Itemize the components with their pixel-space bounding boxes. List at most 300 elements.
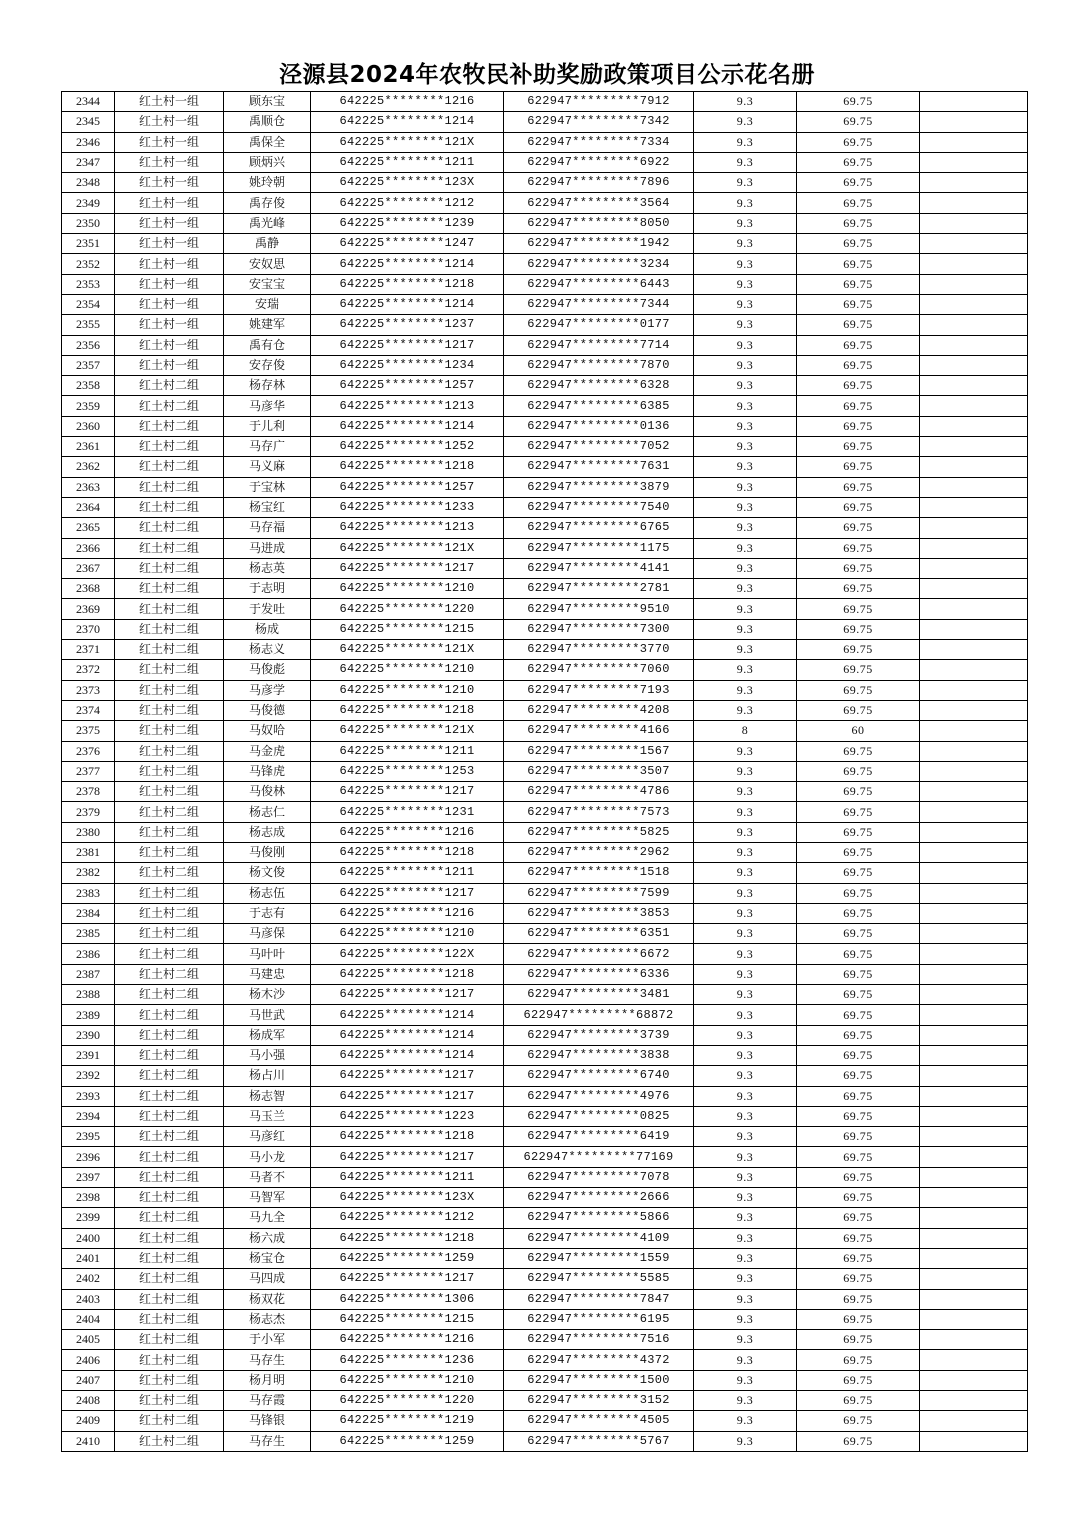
remark-cell (920, 132, 1028, 152)
name-cell: 杨木沙 (224, 985, 311, 1005)
id-number-cell: 642225********1210 (311, 579, 504, 599)
table-row (62, 92, 1028, 112)
area-cell: 9.3 (694, 1309, 797, 1329)
remark-cell (920, 802, 1028, 822)
table-row (62, 863, 1028, 883)
bank-account-cell: 622947*********1567 (504, 741, 694, 761)
amount-cell: 69.75 (797, 538, 920, 558)
area-cell: 9.3 (694, 173, 797, 193)
village-group-cell: 红土村二组 (115, 457, 224, 477)
name-cell: 杨志义 (224, 640, 311, 660)
bank-account-cell: 622947*********7599 (504, 883, 694, 903)
remark-cell (920, 477, 1028, 497)
serial-number-cell: 2394 (62, 1106, 115, 1126)
name-cell: 马建忠 (224, 964, 311, 984)
id-number-cell: 642225********1234 (311, 355, 504, 375)
id-number-cell: 642225********1214 (311, 1045, 504, 1065)
table-row (62, 640, 1028, 660)
id-number-cell: 642225********121X (311, 640, 504, 660)
amount-cell: 69.75 (797, 112, 920, 132)
village-group-cell: 红土村二组 (115, 1025, 224, 1045)
bank-account-cell: 622947*********3879 (504, 477, 694, 497)
name-cell: 安存俊 (224, 355, 311, 375)
name-cell: 安奴思 (224, 254, 311, 274)
village-group-cell: 红土村二组 (115, 741, 224, 761)
id-number-cell: 642225********1216 (311, 1330, 504, 1350)
page-title: 泾源县2024年农牧民补助奖励政策项目公示花名册 (278, 62, 815, 88)
amount-cell: 69.75 (797, 1086, 920, 1106)
table-row (62, 822, 1028, 842)
area-cell: 9.3 (694, 538, 797, 558)
serial-number-cell: 2404 (62, 1309, 115, 1329)
area-cell: 9.3 (694, 579, 797, 599)
table-row (62, 1106, 1028, 1126)
remark-cell (920, 558, 1028, 578)
bank-account-cell: 622947*********6385 (504, 396, 694, 416)
name-cell: 杨占川 (224, 1066, 311, 1086)
amount-cell: 69.75 (797, 1370, 920, 1390)
name-cell: 马俊德 (224, 700, 311, 720)
remark-cell (920, 335, 1028, 355)
amount-cell: 69.75 (797, 822, 920, 842)
village-group-cell: 红土村二组 (115, 599, 224, 619)
name-cell: 禹光峰 (224, 213, 311, 233)
id-number-cell: 642225********121X (311, 538, 504, 558)
village-group-cell: 红土村二组 (115, 1228, 224, 1248)
remark-cell (920, 457, 1028, 477)
bank-account-cell: 622947*********3481 (504, 985, 694, 1005)
amount-cell: 69.75 (797, 152, 920, 172)
area-cell: 9.3 (694, 640, 797, 660)
id-number-cell: 642225********1217 (311, 335, 504, 355)
area-cell: 9.3 (694, 964, 797, 984)
area-cell: 9.3 (694, 1025, 797, 1045)
name-cell: 马存广 (224, 437, 311, 457)
area-cell: 9.3 (694, 1269, 797, 1289)
village-group-cell: 红土村二组 (115, 640, 224, 660)
amount-cell: 69.75 (797, 173, 920, 193)
id-number-cell: 642225********1211 (311, 1167, 504, 1187)
serial-number-cell: 2368 (62, 579, 115, 599)
name-cell: 马九全 (224, 1208, 311, 1228)
id-number-cell: 642225********1215 (311, 619, 504, 639)
remark-cell (920, 1391, 1028, 1411)
amount-cell: 69.75 (797, 132, 920, 152)
id-number-cell: 642225********1217 (311, 782, 504, 802)
table-row (62, 1411, 1028, 1431)
area-cell: 9.3 (694, 1188, 797, 1208)
village-group-cell: 红土村一组 (115, 152, 224, 172)
id-number-cell: 642225********1215 (311, 1309, 504, 1329)
amount-cell: 69.75 (797, 761, 920, 781)
id-number-cell: 642225********1217 (311, 985, 504, 1005)
amount-cell: 69.75 (797, 396, 920, 416)
serial-number-cell: 2398 (62, 1188, 115, 1208)
id-number-cell: 642225********1220 (311, 1391, 504, 1411)
serial-number-cell: 2371 (62, 640, 115, 660)
serial-number-cell: 2375 (62, 721, 115, 741)
remark-cell (920, 1411, 1028, 1431)
area-cell: 9.3 (694, 761, 797, 781)
bank-account-cell: 622947*********2781 (504, 579, 694, 599)
bank-account-cell: 622947*********7078 (504, 1167, 694, 1187)
remark-cell (920, 437, 1028, 457)
area-cell: 9.3 (694, 802, 797, 822)
name-cell: 马玉兰 (224, 1106, 311, 1126)
village-group-cell: 红土村一组 (115, 173, 224, 193)
remark-cell (920, 944, 1028, 964)
remark-cell (920, 863, 1028, 883)
id-number-cell: 642225********1239 (311, 213, 504, 233)
id-number-cell: 642225********1252 (311, 437, 504, 457)
table-row (62, 802, 1028, 822)
name-cell: 禹保全 (224, 132, 311, 152)
remark-cell (920, 1228, 1028, 1248)
name-cell: 于志明 (224, 579, 311, 599)
serial-number-cell: 2360 (62, 416, 115, 436)
village-group-cell: 红土村二组 (115, 538, 224, 558)
bank-account-cell: 622947*********68872 (504, 1005, 694, 1025)
bank-account-cell: 622947*********4505 (504, 1411, 694, 1431)
village-group-cell: 红土村二组 (115, 1269, 224, 1289)
bank-account-cell: 622947*********3152 (504, 1391, 694, 1411)
amount-cell: 69.75 (797, 1106, 920, 1126)
bank-account-cell: 622947*********7300 (504, 619, 694, 639)
name-cell: 马世武 (224, 1005, 311, 1025)
id-number-cell: 642225********1214 (311, 112, 504, 132)
village-group-cell: 红土村二组 (115, 964, 224, 984)
amount-cell: 69.75 (797, 518, 920, 538)
amount-cell: 69.75 (797, 1248, 920, 1268)
bank-account-cell: 622947*********7896 (504, 173, 694, 193)
village-group-cell: 红土村一组 (115, 92, 224, 112)
serial-number-cell: 2410 (62, 1431, 115, 1451)
area-cell: 9.3 (694, 660, 797, 680)
remark-cell (920, 660, 1028, 680)
area-cell: 9.3 (694, 619, 797, 639)
village-group-cell: 红土村二组 (115, 579, 224, 599)
bank-account-cell: 622947*********1175 (504, 538, 694, 558)
remark-cell (920, 1309, 1028, 1329)
id-number-cell: 642225********1257 (311, 376, 504, 396)
area-cell: 9.3 (694, 1106, 797, 1126)
amount-cell: 69.75 (797, 1045, 920, 1065)
serial-number-cell: 2395 (62, 1127, 115, 1147)
amount-cell: 69.75 (797, 1391, 920, 1411)
id-number-cell: 642225********1219 (311, 1411, 504, 1431)
amount-cell: 69.75 (797, 254, 920, 274)
table-row (62, 579, 1028, 599)
name-cell: 马四成 (224, 1269, 311, 1289)
bank-account-cell: 622947*********6195 (504, 1309, 694, 1329)
table-row (62, 274, 1028, 294)
table-row (62, 213, 1028, 233)
amount-cell: 69.75 (797, 964, 920, 984)
amount-cell: 69.75 (797, 558, 920, 578)
table-row (62, 335, 1028, 355)
serial-number-cell: 2407 (62, 1370, 115, 1390)
remark-cell (920, 193, 1028, 213)
amount-cell: 69.75 (797, 1127, 920, 1147)
bank-account-cell: 622947*********6922 (504, 152, 694, 172)
serial-number-cell: 2345 (62, 112, 115, 132)
name-cell: 马存霞 (224, 1391, 311, 1411)
id-number-cell: 642225********1214 (311, 1005, 504, 1025)
name-cell: 于宝林 (224, 477, 311, 497)
area-cell: 9.3 (694, 1431, 797, 1451)
bank-account-cell: 622947*********7193 (504, 680, 694, 700)
remark-cell (920, 700, 1028, 720)
serial-number-cell: 2373 (62, 680, 115, 700)
id-number-cell: 642225********121X (311, 132, 504, 152)
area-cell: 9.3 (694, 822, 797, 842)
area-cell: 9.3 (694, 518, 797, 538)
remark-cell (920, 1269, 1028, 1289)
name-cell: 杨宝仓 (224, 1248, 311, 1268)
serial-number-cell: 2354 (62, 294, 115, 314)
area-cell: 9.3 (694, 863, 797, 883)
bank-account-cell: 622947*********5585 (504, 1269, 694, 1289)
id-number-cell: 642225********123X (311, 1188, 504, 1208)
id-number-cell: 642225********1214 (311, 1025, 504, 1045)
roster-table (61, 91, 1028, 1452)
remark-cell (920, 1248, 1028, 1268)
area-cell: 9.3 (694, 842, 797, 862)
area-cell: 9.3 (694, 599, 797, 619)
area-cell: 9.3 (694, 437, 797, 457)
name-cell: 杨双花 (224, 1289, 311, 1309)
serial-number-cell: 2378 (62, 782, 115, 802)
village-group-cell: 红土村二组 (115, 1309, 224, 1329)
amount-cell: 60 (797, 721, 920, 741)
serial-number-cell: 2347 (62, 152, 115, 172)
area-cell: 9.3 (694, 1411, 797, 1431)
id-number-cell: 642225********1257 (311, 477, 504, 497)
area-cell: 9.3 (694, 1370, 797, 1390)
area-cell: 9.3 (694, 92, 797, 112)
area-cell: 9.3 (694, 193, 797, 213)
table-row (62, 700, 1028, 720)
village-group-cell: 红土村二组 (115, 822, 224, 842)
bank-account-cell: 622947*********6740 (504, 1066, 694, 1086)
table-row (62, 619, 1028, 639)
id-number-cell: 642225********1216 (311, 92, 504, 112)
remark-cell (920, 1147, 1028, 1167)
table-row (62, 1188, 1028, 1208)
area-cell: 9.3 (694, 254, 797, 274)
name-cell: 杨六成 (224, 1228, 311, 1248)
id-number-cell: 642225********1217 (311, 558, 504, 578)
remark-cell (920, 640, 1028, 660)
id-number-cell: 642225********1218 (311, 1127, 504, 1147)
name-cell: 禹顺仓 (224, 112, 311, 132)
remark-cell (920, 234, 1028, 254)
remark-cell (920, 782, 1028, 802)
amount-cell: 69.75 (797, 883, 920, 903)
table-row (62, 1208, 1028, 1228)
id-number-cell: 642225********1211 (311, 152, 504, 172)
name-cell: 马锋虎 (224, 761, 311, 781)
id-number-cell: 642225********1214 (311, 416, 504, 436)
serial-number-cell: 2400 (62, 1228, 115, 1248)
bank-account-cell: 622947*********7344 (504, 294, 694, 314)
id-number-cell: 642225********1210 (311, 924, 504, 944)
amount-cell: 69.75 (797, 944, 920, 964)
bank-account-cell: 622947*********2666 (504, 1188, 694, 1208)
area-cell: 9.3 (694, 497, 797, 517)
serial-number-cell: 2397 (62, 1167, 115, 1187)
id-number-cell: 642225********1220 (311, 599, 504, 619)
serial-number-cell: 2399 (62, 1208, 115, 1228)
amount-cell: 69.75 (797, 863, 920, 883)
remark-cell (920, 822, 1028, 842)
area-cell: 8 (694, 721, 797, 741)
village-group-cell: 红土村一组 (115, 335, 224, 355)
village-group-cell: 红土村二组 (115, 863, 224, 883)
serial-number-cell: 2359 (62, 396, 115, 416)
serial-number-cell: 2376 (62, 741, 115, 761)
serial-number-cell: 2350 (62, 213, 115, 233)
id-number-cell: 642225********1212 (311, 1208, 504, 1228)
remark-cell (920, 274, 1028, 294)
amount-cell: 69.75 (797, 1005, 920, 1025)
bank-account-cell: 622947*********6419 (504, 1127, 694, 1147)
name-cell: 禹静 (224, 234, 311, 254)
amount-cell: 69.75 (797, 924, 920, 944)
table-row (62, 1025, 1028, 1045)
table-row (62, 1370, 1028, 1390)
serial-number-cell: 2362 (62, 457, 115, 477)
table-row (62, 1086, 1028, 1106)
village-group-cell: 红土村二组 (115, 1045, 224, 1065)
amount-cell: 69.75 (797, 842, 920, 862)
serial-number-cell: 2344 (62, 92, 115, 112)
name-cell: 马彦红 (224, 1127, 311, 1147)
remark-cell (920, 538, 1028, 558)
area-cell: 9.3 (694, 213, 797, 233)
remark-cell (920, 173, 1028, 193)
amount-cell: 69.75 (797, 92, 920, 112)
table-row (62, 173, 1028, 193)
remark-cell (920, 619, 1028, 639)
id-number-cell: 642225********1259 (311, 1431, 504, 1451)
id-number-cell: 642225********1210 (311, 680, 504, 700)
serial-number-cell: 2382 (62, 863, 115, 883)
area-cell: 9.3 (694, 477, 797, 497)
amount-cell: 69.75 (797, 477, 920, 497)
bank-account-cell: 622947*********0177 (504, 315, 694, 335)
bank-account-cell: 622947*********7052 (504, 437, 694, 457)
amount-cell: 69.75 (797, 1350, 920, 1370)
amount-cell: 69.75 (797, 294, 920, 314)
bank-account-cell: 622947*********7342 (504, 112, 694, 132)
table-row (62, 1167, 1028, 1187)
name-cell: 马奴哈 (224, 721, 311, 741)
name-cell: 杨志伍 (224, 883, 311, 903)
table-row (62, 1127, 1028, 1147)
name-cell: 杨志成 (224, 822, 311, 842)
bank-account-cell: 622947*********4141 (504, 558, 694, 578)
remark-cell (920, 1350, 1028, 1370)
area-cell: 9.3 (694, 112, 797, 132)
serial-number-cell: 2351 (62, 234, 115, 254)
amount-cell: 69.75 (797, 376, 920, 396)
roster-body (62, 92, 1028, 1452)
amount-cell: 69.75 (797, 579, 920, 599)
serial-number-cell: 2363 (62, 477, 115, 497)
village-group-cell: 红土村一组 (115, 315, 224, 335)
village-group-cell: 红土村二组 (115, 1289, 224, 1309)
amount-cell: 69.75 (797, 355, 920, 375)
name-cell: 禹存俊 (224, 193, 311, 213)
bank-account-cell: 622947*********2962 (504, 842, 694, 862)
name-cell: 禹有仓 (224, 335, 311, 355)
id-number-cell: 642225********1218 (311, 964, 504, 984)
table-row (62, 1005, 1028, 1025)
serial-number-cell: 2379 (62, 802, 115, 822)
bank-account-cell: 622947*********0136 (504, 416, 694, 436)
name-cell: 杨成军 (224, 1025, 311, 1045)
area-cell: 9.3 (694, 152, 797, 172)
village-group-cell: 红土村二组 (115, 924, 224, 944)
amount-cell: 69.75 (797, 437, 920, 457)
bank-account-cell: 622947*********1559 (504, 1248, 694, 1268)
bank-account-cell: 622947*********7870 (504, 355, 694, 375)
id-number-cell: 642225********1210 (311, 660, 504, 680)
amount-cell: 69.75 (797, 700, 920, 720)
amount-cell: 69.75 (797, 335, 920, 355)
id-number-cell: 642225********123X (311, 173, 504, 193)
table-row (62, 376, 1028, 396)
remark-cell (920, 964, 1028, 984)
area-cell: 9.3 (694, 274, 797, 294)
remark-cell (920, 1086, 1028, 1106)
amount-cell: 69.75 (797, 1025, 920, 1045)
area-cell: 9.3 (694, 396, 797, 416)
id-number-cell: 642225********1218 (311, 700, 504, 720)
id-number-cell: 642225********1211 (311, 741, 504, 761)
amount-cell: 69.75 (797, 1188, 920, 1208)
village-group-cell: 红土村二组 (115, 396, 224, 416)
village-group-cell: 红土村二组 (115, 497, 224, 517)
village-group-cell: 红土村一组 (115, 274, 224, 294)
amount-cell: 69.75 (797, 234, 920, 254)
area-cell: 9.3 (694, 1350, 797, 1370)
name-cell: 马存生 (224, 1431, 311, 1451)
id-number-cell: 642225********1213 (311, 396, 504, 416)
table-row (62, 1289, 1028, 1309)
bank-account-cell: 622947*********1518 (504, 863, 694, 883)
amount-cell: 69.75 (797, 1228, 920, 1248)
table-row (62, 396, 1028, 416)
village-group-cell: 红土村二组 (115, 1370, 224, 1390)
remark-cell (920, 883, 1028, 903)
serial-number-cell: 2380 (62, 822, 115, 842)
name-cell: 杨文俊 (224, 863, 311, 883)
id-number-cell: 642225********1217 (311, 1269, 504, 1289)
serial-number-cell: 2370 (62, 619, 115, 639)
area-cell: 9.3 (694, 1167, 797, 1187)
serial-number-cell: 2384 (62, 903, 115, 923)
remark-cell (920, 1370, 1028, 1390)
area-cell: 9.3 (694, 416, 797, 436)
bank-account-cell: 622947*********6351 (504, 924, 694, 944)
table-row (62, 416, 1028, 436)
area-cell: 9.3 (694, 335, 797, 355)
id-number-cell: 642225********1253 (311, 761, 504, 781)
serial-number-cell: 2367 (62, 558, 115, 578)
table-row (62, 477, 1028, 497)
